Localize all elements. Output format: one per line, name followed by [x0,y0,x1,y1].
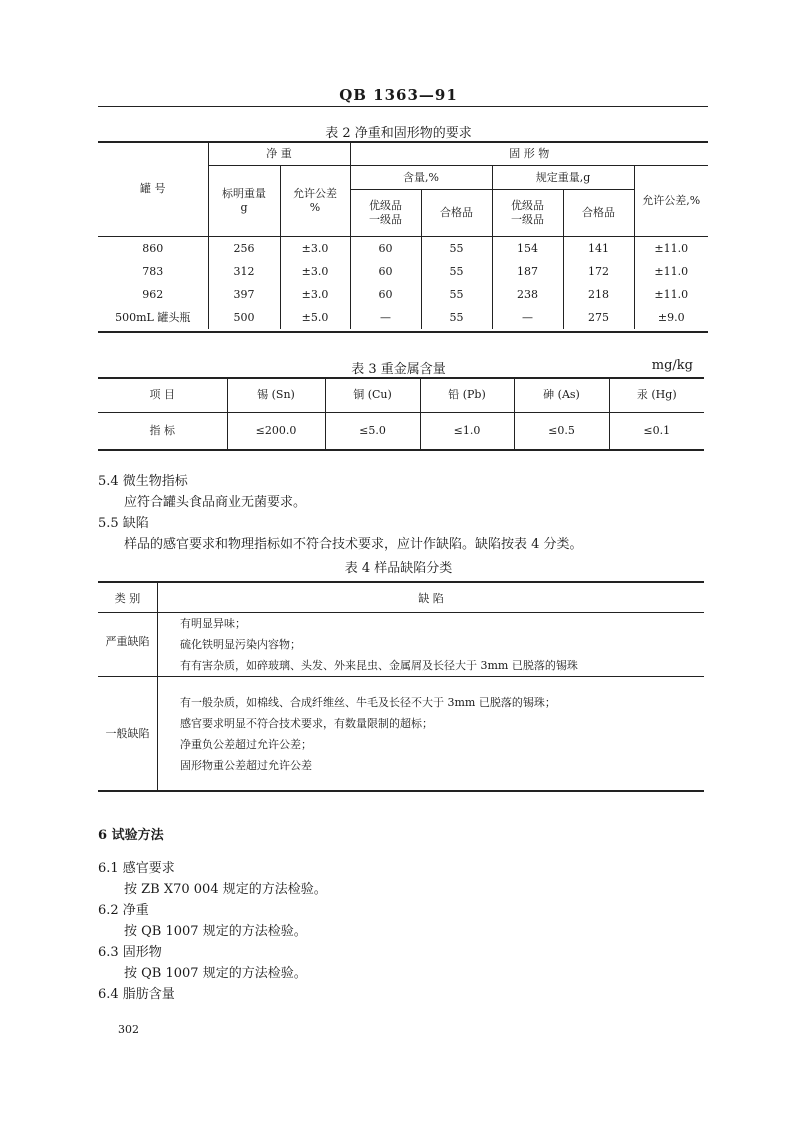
table2-head-net: 净 重 [208,142,350,166]
table3-head-hg: 汞 (Hg) [609,378,704,413]
cell-content-qualified: 55 [421,306,492,329]
labeled-label: 标明重量 [222,187,266,201]
list-item: 有有害杂质，如碎玻璃、头发、外来昆虫、金属屑及长径大于 3mm 已脱落的锡珠 [180,659,578,672]
list-item: 硫化铁明显污染内容物； [180,638,301,651]
cell-weight-qualified: 275 [563,306,634,329]
list-item: 净重负公差超过允许公差； [180,738,312,751]
table4-bottom-rule [98,790,704,792]
cell-content-premium: 60 [350,237,421,261]
cell-solid-tol: ±11.0 [654,287,689,301]
list-item: 有一般杂质，如棉线、合成纤维丝、牛毛及长径不大于 3mm 已脱落的锡珠； [180,696,556,709]
table-row [98,260,708,283]
cell-content-premium: 60 [350,283,421,306]
labeled-unit: g [240,201,248,214]
cell-weight-qualified: 218 [563,283,634,306]
table2-head-solid: 固 形 物 [350,142,708,166]
cell-can: 500mL 罐头瓶 [98,306,208,329]
cell-weight-premium: — [492,306,563,329]
list-item: 有明显异味； [180,617,246,630]
table3-cell-cu: ≤5.0 [325,413,420,450]
cell-labeled: 500 [208,306,280,329]
cell-can: 783 [98,260,208,283]
table4-column-divider [157,582,158,790]
table3-head-item: 项 目 [98,378,227,413]
cell-content-qualified: 55 [421,283,492,306]
table2-head-tol [280,166,350,237]
table3-head-pb: 铅 (Pb) [420,378,514,413]
tol-label: 允许公差 [293,187,337,201]
table3-head-sn: 锡 (Sn) [227,378,325,413]
table4-general-list [180,692,556,776]
cell-content-qualified: 55 [421,260,492,283]
standard-code: QB 1363—91 [339,86,458,104]
page-number: 302 [118,1023,139,1036]
cell-labeled: 397 [208,283,280,306]
cell-content-qualified: 55 [421,237,492,261]
table2-head-premium [350,190,421,237]
table2-bottom-rule [98,331,708,333]
section-5-5-title: 5.5 缺陷 [98,516,149,531]
cell-weight-premium: 238 [492,283,563,306]
section-6-1-title: 6.1 感官要求 [98,861,175,876]
tol-unit: % [309,201,321,214]
cell-can: 860 [98,237,208,261]
section-6-3-title: 6.3 固形物 [98,945,162,960]
list-item: 固形物重公差超过允许公差 [180,759,312,772]
premium2-label: 优级品 [511,199,544,213]
table2-head-premium2 [492,190,563,237]
premium-label: 优级品 [369,199,402,213]
table3-head-as: 砷 (As) [514,378,609,413]
section-5-4-title: 5.4 微生物指标 [98,474,188,489]
section-5-5-body: 样品的感官要求和物理指标如不符合技术要求，应计作缺陷。缺陷按表 4 分类。 [124,537,583,552]
cell-tol: ±3.0 [280,237,350,261]
table-row [98,413,704,450]
list-item: 感官要求明显不符合技术要求，有数量限制的超标； [180,717,433,730]
table3-cell-sn: ≤200.0 [227,413,325,450]
table3-cell-index: 指 标 [98,413,227,450]
cell-tol: ±3.0 [280,283,350,306]
table2-head-labeled [208,166,280,237]
cell-solid-tol: ±11.0 [654,264,689,278]
table3-cell-as: ≤0.5 [514,413,609,450]
cell-tol: ±5.0 [280,306,350,329]
cell-weight-premium: 154 [492,237,563,261]
cell-weight-premium: 187 [492,260,563,283]
table3-cell-hg: ≤0.1 [643,424,671,438]
table4-serious-list [180,613,578,676]
table2-head-qualified: 合格品 [421,190,492,237]
table4-mid-rule [98,676,704,677]
cell-content-premium: — [350,306,421,329]
table3-cell-pb: ≤1.0 [420,413,514,450]
cell-content-premium: 60 [350,260,421,283]
section-5-4-body: 应符合罐头食品商业无菌要求。 [124,495,307,510]
cell-can: 962 [98,283,208,306]
first-label: 一级品 [369,213,402,226]
cell-solid-tol: ±11.0 [654,241,689,255]
table2-head-weight: 规定重量,g [492,166,634,190]
table4-head-defect: 缺 陷 [418,592,444,605]
table4-general-label: 一般缺陷 [105,727,150,740]
table2-head-qualified2: 合格品 [563,190,634,237]
cell-weight-qualified: 172 [563,260,634,283]
table4-serious-label: 严重缺陷 [105,635,150,648]
table3 [98,378,704,449]
table2-head-solid-tol: 允许公差,% [634,166,708,237]
table2-head-can: 罐 号 [98,142,208,237]
table2 [98,142,708,329]
table3-head-cu: 铜 (Cu) [325,378,420,413]
table2-head-content: 含量,% [350,166,492,190]
table4-caption: 表 4 样品缺陷分类 [344,561,453,576]
cell-weight-qualified: 141 [563,237,634,261]
cell-labeled: 256 [208,237,280,261]
table-row [98,306,708,329]
table3-bottom-rule [98,449,704,451]
section-6-1-body: 按 ZB X70 004 规定的方法检验。 [124,882,327,897]
first2-label: 一级品 [511,213,544,226]
cell-solid-tol: ±9.0 [657,310,685,324]
table-row [98,237,708,261]
section-6-4-title: 6.4 脂肪含量 [98,987,175,1002]
section-6-3-body: 按 QB 1007 规定的方法检验。 [124,966,307,981]
section-6-2-body: 按 QB 1007 规定的方法检验。 [124,924,307,939]
table-row [98,283,708,306]
cell-labeled: 312 [208,260,280,283]
table3-unit: mg/kg [651,358,693,373]
section-6-title: 6 试验方法 [98,828,164,843]
header-rule [98,106,708,107]
cell-tol: ±3.0 [280,260,350,283]
table4-top-rule [98,581,704,583]
table2-caption: 表 2 净重和固形物的要求 [325,126,472,141]
table4-head-category: 类 别 [114,592,141,605]
table3-caption: 表 3 重金属含量 [351,362,446,377]
section-6-2-title: 6.2 净重 [98,903,149,918]
